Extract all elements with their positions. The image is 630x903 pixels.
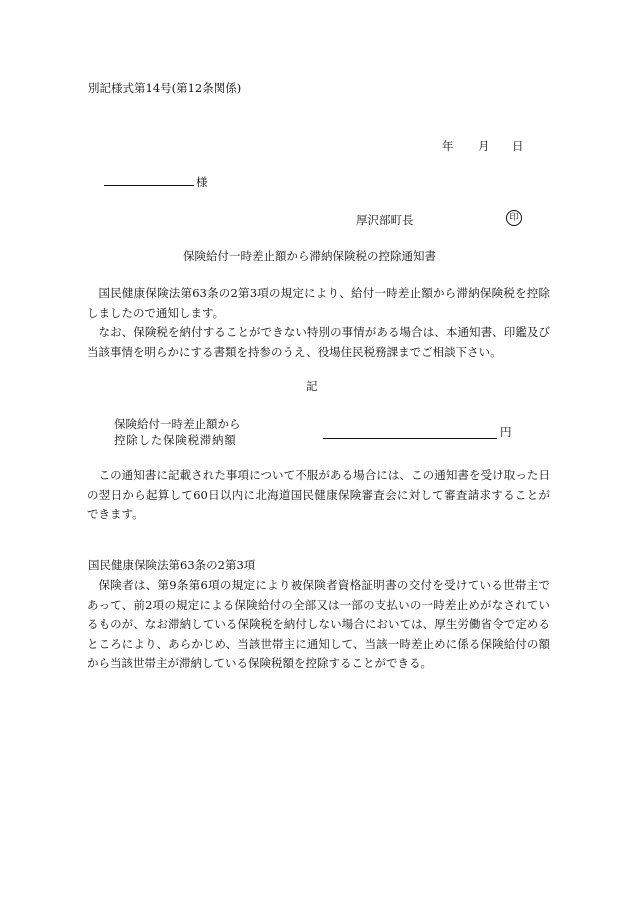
law-text: 保険者は、第9条第6項の規定により被保険者資格証明書の交付を受けている世帯主であって、前2項の規定による保険給付の全部又は一部の支払いの一時差止めがなされているものが、なお滞納している保険税を納付しない場合においては、厚生労働省令で定めるところにより、あらかじめ、当該世帯主に通知して、当該一時差止めに係る保険給付の額から当該世帯主が滞納している保険税額を控除することができる。 [87,578,550,670]
body-paragraph-1: 国民健康保険法第63条の2第3項の規定により、給付一時差止額から滞納保険税を控除しましたので通知します。 [87,286,550,320]
ki-heading: 記 [306,379,318,393]
law-heading: 国民健康保険法第63条の2第3項 [88,558,256,572]
amount-label-line1: 保険給付一時差止額から [114,417,241,431]
date-year-label: 年 [442,139,454,153]
document-title: 保険給付一時差止額から滞納保険税の控除通知書 [183,249,436,263]
seal-mark: 印 [506,210,522,226]
date-day-label: 日 [512,139,524,153]
sender-name: 厚沢部町長 [356,213,414,227]
body-paragraph-2: なお、保険税を納付することができない特別の事情がある場合は、本通知書、印鑑及び当該事情を明らかにする書類を持参のうえ、役場住民税務課までご相談下さい。 [87,325,550,359]
form-id: 別記様式第14号(第12条関係) [88,81,242,95]
amount-label-line2: 控除した保険税滞納額 [114,433,237,447]
appeal-paragraph: この通知書に記載された事項について不服がある場合には、この通知書を受け取った日の翌日から起算して60日以内に北海道国民健康保険審査会に対して審査請求することができます。 [87,468,550,521]
amount-line [323,438,497,439]
addressee-suffix: 様 [196,175,208,189]
addressee-name-line [104,185,194,186]
date-month-label: 月 [478,139,490,153]
amount-unit: 円 [500,425,512,439]
